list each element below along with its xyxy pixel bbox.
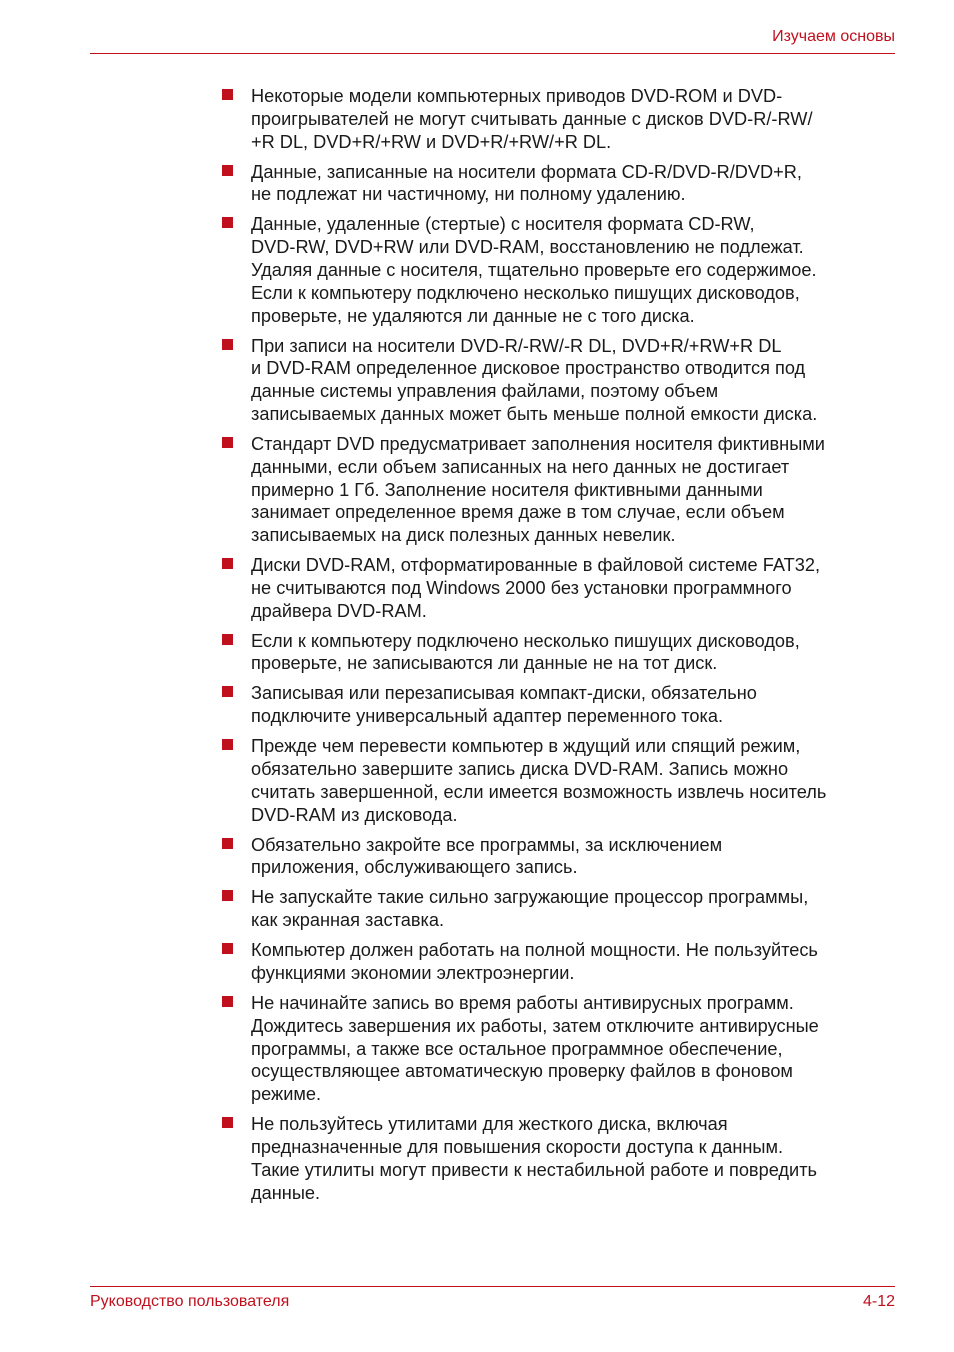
list-item [220,433,900,547]
bullet-text-line: не считываются под Windows 2000 без установки программного [251,577,792,598]
bullet-text-line: проверьте, не удаляются ли данные не с того диска. [251,305,695,326]
bullet-text-line: записываемых данных может быть меньше полной емкости диска. [251,403,818,424]
bullet-text-line: Некоторые модели компьютерных приводов DVD-ROM и DVD- [251,86,783,106]
bullet-text-line: данные. [251,1182,321,1203]
list-item [220,886,900,932]
footer-divider [90,1286,895,1287]
bullet-list [220,85,900,1211]
list-item [220,735,900,826]
bullet-text-line: Не начинайте запись во время работы антивирусных программ. [251,992,794,1013]
bullet-text-line: При записи на носители DVD-R/-RW/-R DL, DVD+R/+RW+R DL [251,335,782,356]
square-bullet-icon [222,89,233,100]
bullet-text-line: режиме. [251,1084,322,1105]
list-item [220,213,900,327]
list-item [220,834,900,880]
bullet-text-line: Если к компьютеру подключено несколько пишущих дисководов, [251,630,800,651]
bullet-text-line: Данные, удаленные (стертые) с носителя формата CD-RW, [251,214,755,235]
header-divider [90,53,895,54]
square-bullet-icon [222,739,233,750]
bullet-text-line: и DVD-RAM определенное дисковое пространство отводится под [251,358,806,379]
list-item [220,939,900,985]
bullet-text-line: примерно 1 Гб. Заполнение носителя фиктивными данными [251,479,763,500]
bullet-text-line: Диски DVD-RAM, отформатированные в файловой системе FAT32, [251,555,821,576]
bullet-text-line: Не запускайте такие сильно загружающие процессор программы, [251,887,809,908]
bullet-text-line: драйвера DVD-RAM. [251,600,427,621]
bullet-text-line: Если к компьютеру подключено несколько пишущих дисководов, [251,282,800,303]
list-item [220,85,900,153]
square-bullet-icon [222,339,233,350]
bullet-text-line: Компьютер должен работать на полной мощности. Не пользуйтесь [251,940,818,961]
bullet-text-line: осуществляющее автоматическую проверку файлов в фоновом [251,1061,793,1082]
bullet-text-line: занимает определенное время даже в том случае, если объем [251,502,785,523]
list-item [220,1113,900,1204]
square-bullet-icon [222,996,233,1007]
bullet-text-line: DVD-RAM из дисковода. [251,804,458,825]
bullet-text-line: проигрывателей не могут считывать данные с дисков DVD-R/-RW/ [251,108,813,129]
square-bullet-icon [222,1117,233,1128]
bullet-text-line: +R DL, DVD+R/+RW и DVD+R/+RW/+R DL. [251,131,612,152]
bullet-text-line: Дождитесь завершения их работы, затем отключите антивирусные [251,1015,819,1036]
bullet-text-line: Не пользуйтесь утилитами для жесткого диска, включая [251,1114,728,1135]
bullet-text-line: Стандарт DVD предусматривает заполнения носителя фиктивными [251,433,825,454]
bullet-text-line: проверьте, не записываются ли данные не на тот диск. [251,653,718,674]
square-bullet-icon [222,558,233,569]
footer-page-number: 4-12 [862,1293,895,1310]
square-bullet-icon [222,217,233,228]
bullet-text-line: не подлежат ни частичному, ни полному удалению. [251,184,686,205]
square-bullet-icon [222,165,233,176]
bullet-text-line: данными, если объем записанных на него данных не достигает [251,456,790,477]
bullet-text-line: записываемых на диск полезных данных невелик. [251,525,676,546]
list-item [220,992,900,1106]
bullet-text-line: приложения, обслуживающего запись. [251,857,578,878]
bullet-text-line: подключите универсальный адаптер переменного тока. [251,706,724,727]
list-item [220,682,900,728]
list-item [220,630,900,676]
list-item [220,161,900,207]
square-bullet-icon [222,437,233,448]
bullet-text-line: Обязательно закройте все программы, за исключением [251,834,723,855]
square-bullet-icon [222,838,233,849]
bullet-text-line: DVD-RW, DVD+RW или DVD-RAM, восстановлению не подлежат. [251,237,804,258]
footer-manual-title: Руководство пользователя [90,1293,290,1310]
header-section-title: Изучаем основы [772,28,895,45]
square-bullet-icon [222,686,233,697]
bullet-text-line: Удаляя данные с носителя, тщательно проверьте его содержимое. [251,259,817,280]
bullet-text-line: предназначенные для повышения скорости доступа к данным. [251,1136,784,1157]
square-bullet-icon [222,890,233,901]
bullet-text-line: функциями экономии электроэнергии. [251,962,575,983]
bullet-text-line: Прежде чем перевести компьютер в ждущий или спящий режим, [251,736,801,757]
bullet-text-line: Записывая или перезаписывая компакт-диски, обязательно [251,683,757,704]
list-item [220,554,900,622]
bullet-text-line: как экранная заставка. [251,910,445,931]
square-bullet-icon [222,943,233,954]
bullet-text-line: данные системы управления файлами, поэтому объем [251,381,719,402]
bullet-text-line: программы, а также все остальное программное обеспечение, [251,1038,783,1059]
bullet-text-line: Такие утилиты могут привести к нестабильной работе и повредить [251,1159,818,1180]
bullet-text-line: обязательно завершите запись диска DVD-RAM. Запись можно [251,759,789,780]
bullet-text-line: считать завершенной, если имеется возможность извлечь носитель [251,781,827,802]
list-item [220,335,900,426]
bullet-text-line: Данные, записанные на носители формата CD-R/DVD-R/DVD+R, [251,161,802,182]
square-bullet-icon [222,634,233,645]
